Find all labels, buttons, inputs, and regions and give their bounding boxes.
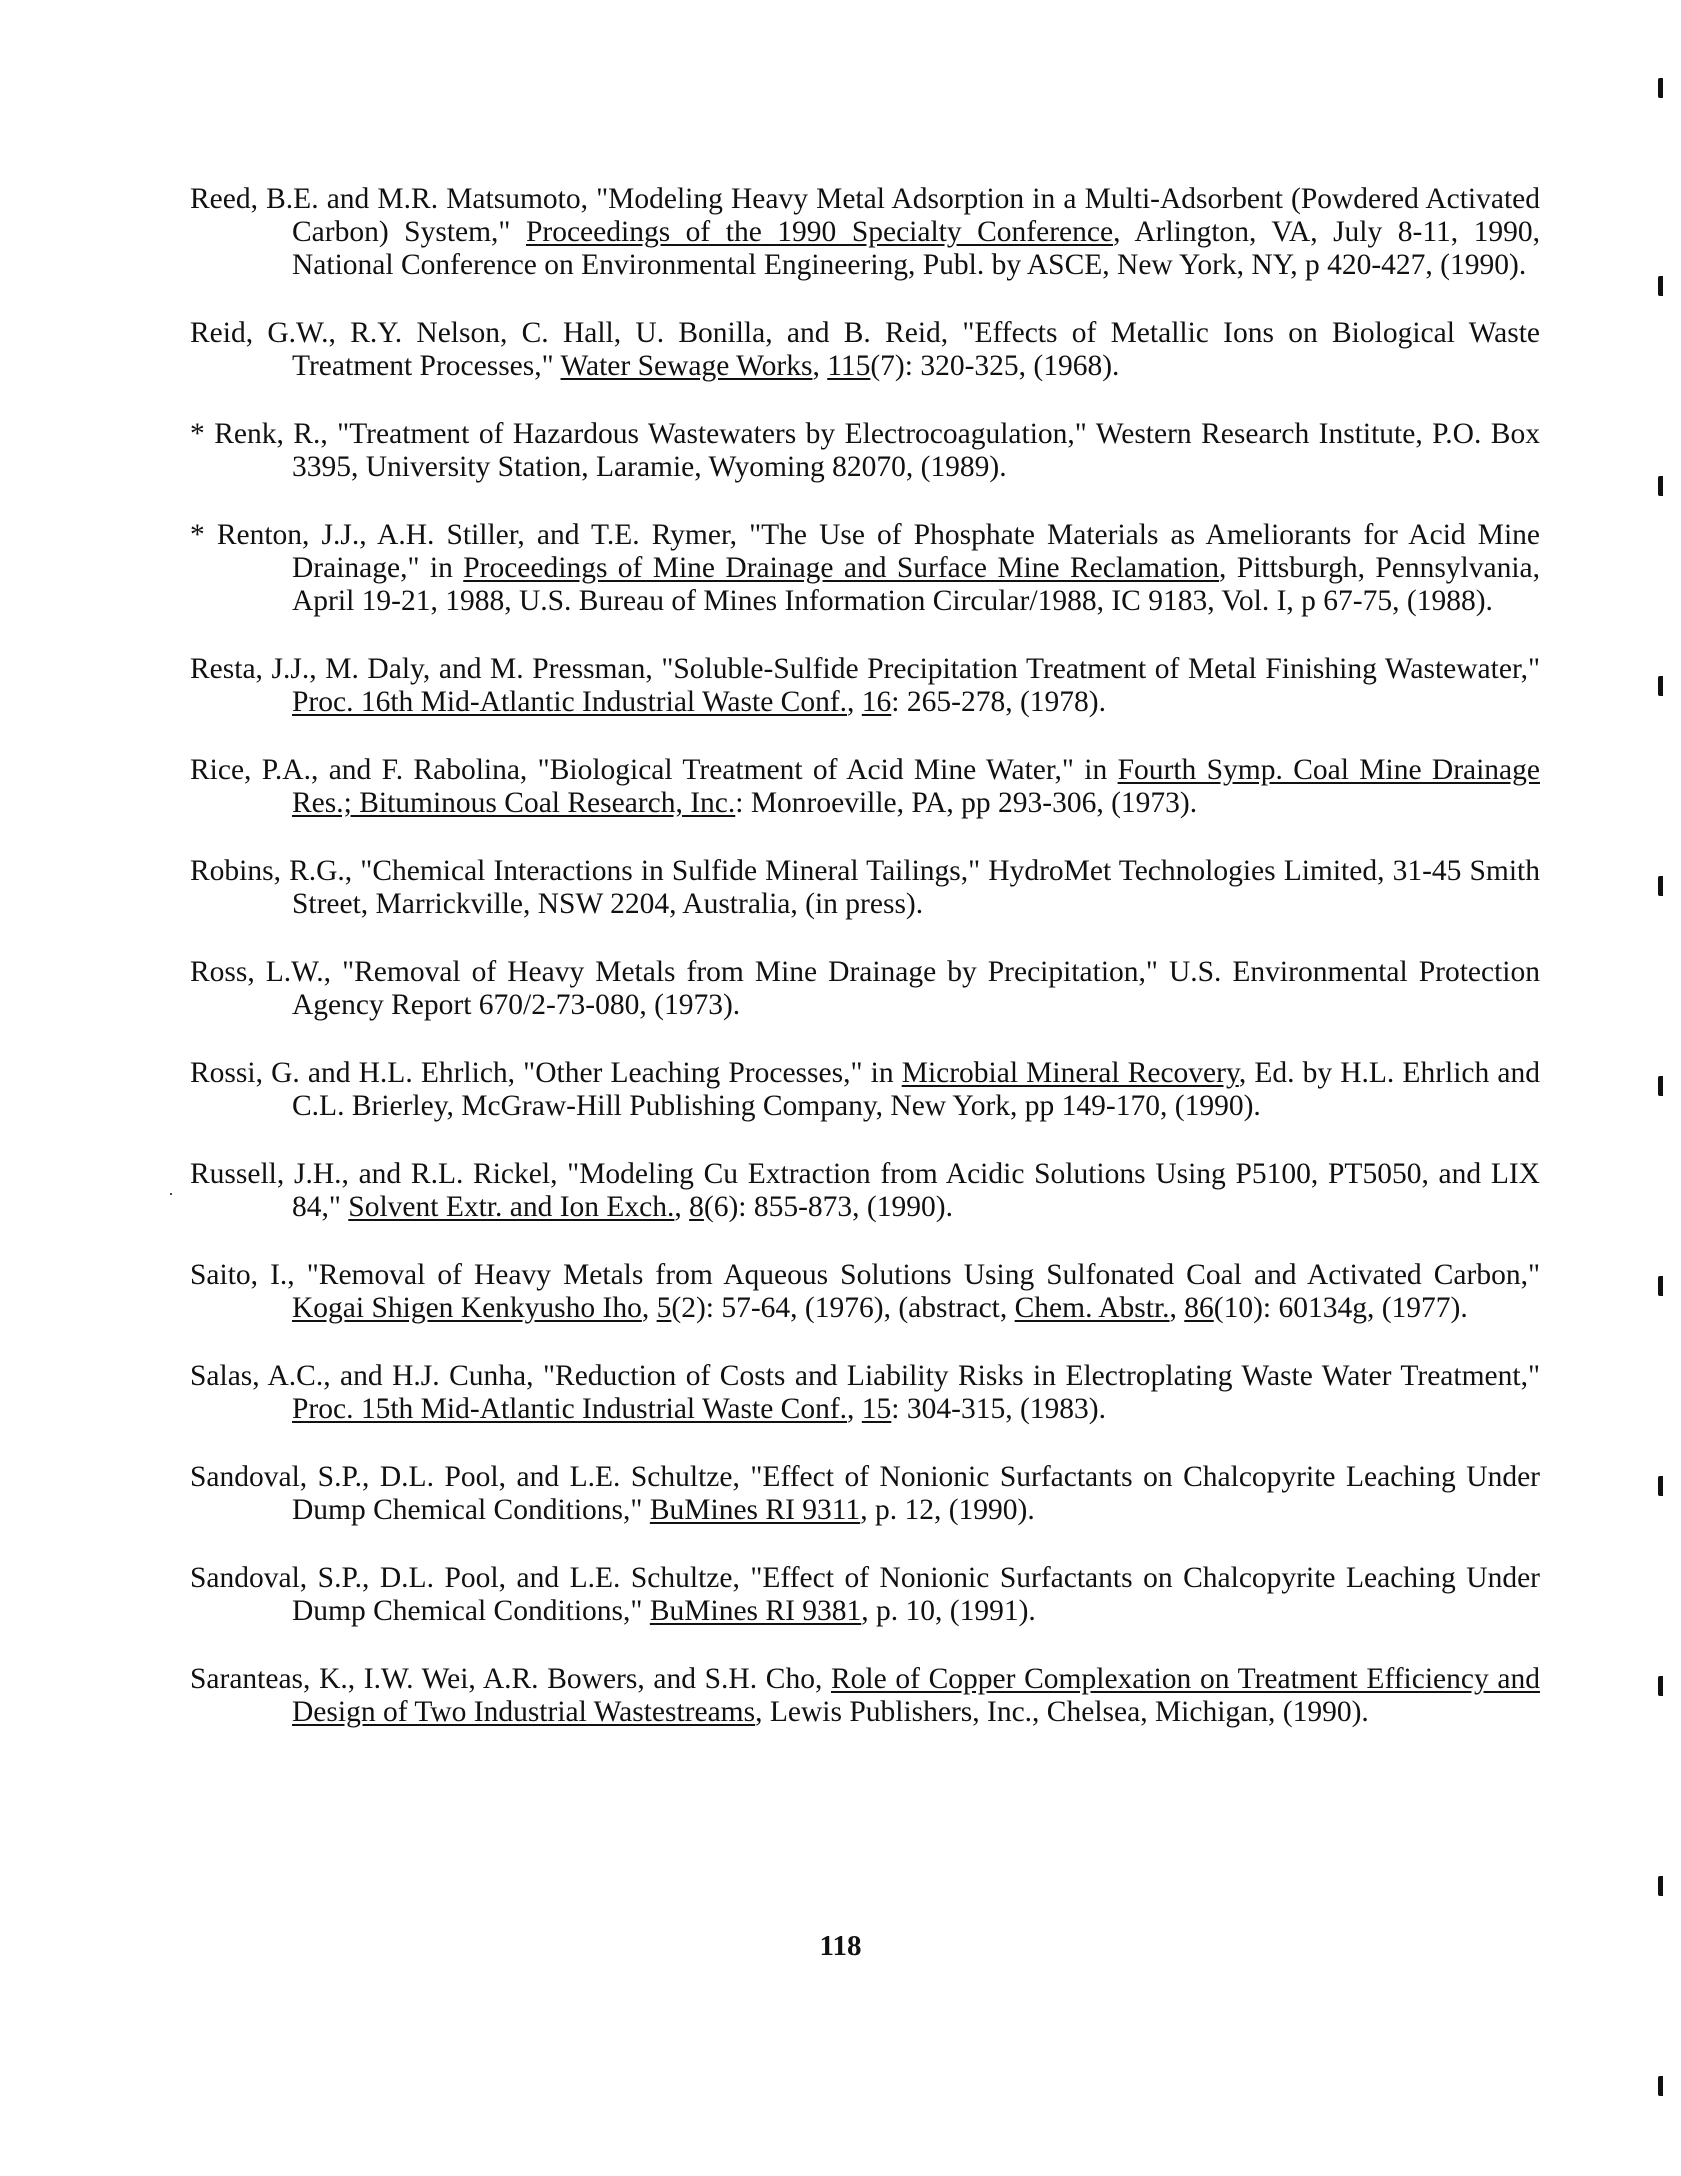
reference-title-underlined: BuMines RI 9311 — [649, 1494, 861, 1526]
scan-edge-mark — [1658, 476, 1663, 496]
reference-text: : 265-278, (1978). — [891, 686, 1106, 718]
scan-edge-mark — [1658, 276, 1663, 296]
reference-text: , — [812, 350, 828, 382]
reference-text: , — [641, 1292, 657, 1324]
reference-text: , p. 12, (1990). — [860, 1494, 1035, 1526]
reference-title-underlined: Proceedings of the 1990 Specialty Conference — [525, 216, 1114, 248]
reference-text: Russell, J.H., and R.L. Rickel, "Modeling Cu Extraction from Acidic Solutions Using P5100, PT5050, and LIX 84," — [190, 1158, 1540, 1223]
scan-edge-mark — [1658, 2076, 1663, 2096]
reference-entry — [190, 855, 1540, 921]
reference-entry — [190, 1562, 1540, 1628]
reference-title-underlined: Proc. 16th Mid-Atlantic Industrial Waste Conf. — [292, 686, 848, 718]
reference-text: Rossi, G. and H.L. Ehrlich, "Other Leaching Processes," in — [190, 1057, 902, 1089]
scan-edge-mark — [1658, 676, 1663, 696]
scan-edge-mark — [1658, 78, 1663, 98]
reference-text: , Pittsburgh, Pennsylvania, April 19-21, 1988, U.S. Bureau of Mines Information Circular/1988, IC 9183, Vol. I, p 67-75, (1988). — [292, 552, 1541, 617]
reference-entry — [190, 754, 1540, 820]
reference-title-underlined: 115 — [827, 350, 871, 382]
reference-text: (10): 60134g, (1977). — [1213, 1292, 1468, 1324]
reference-title-underlined: Proceedings of Mine Drainage and Surface Mine Reclamation — [463, 552, 1220, 584]
reference-text: : 304-315, (1983). — [891, 1393, 1106, 1425]
reference-entry — [190, 1461, 1540, 1527]
reference-entry — [190, 1057, 1540, 1123]
reference-entry — [190, 1360, 1540, 1426]
reference-title-underlined: Solvent Extr. and Ion Exch. — [348, 1191, 675, 1223]
reference-title-underlined: Role of Copper Complexation on Treatment Efficiency and Design of Two Industrial Wastestreams — [292, 1663, 1540, 1728]
reference-entry — [190, 1158, 1540, 1224]
reference-entry — [190, 183, 1540, 282]
reference-title-underlined: 16 — [861, 686, 892, 718]
reference-title-underlined: Fourth Symp. Coal Mine Drainage Res.; Bituminous Coal Research, Inc. — [292, 754, 1540, 819]
reference-title-underlined: Kogai Shigen Kenkyusho Iho — [292, 1292, 642, 1324]
reference-title-underlined: Water Sewage Works — [560, 350, 813, 382]
reference-list — [190, 183, 1540, 1764]
reference-text: (7): 320-325, (1968). — [870, 350, 1120, 382]
reference-entry — [190, 418, 1540, 484]
page-number: 118 — [819, 1930, 862, 1962]
reference-text: , Lewis Publishers, Inc., Chelsea, Michigan, (1990). — [755, 1696, 1369, 1728]
reference-text: : Monroeville, PA, pp 293-306, (1973). — [735, 787, 1198, 819]
reference-text: Resta, J.J., M. Daly, and M. Pressman, "Soluble-Sulfide Precipitation Treatment of Metal Finishing Wastewater," — [190, 653, 1540, 685]
reference-text: , — [674, 1191, 690, 1223]
reference-text: Sandoval, S.P., D.L. Pool, and L.E. Schultze, "Effect of Nonionic Surfactants on Chalcopyrite Leaching Under Dump Chemical Conditions," — [190, 1461, 1540, 1526]
reference-text: * Renk, R., "Treatment of Hazardous Wastewaters by Electrocoagulation," Western Research Institute, P.O. Box 3395, University Station, Laramie, Wyoming 82070, (1989). — [190, 418, 1540, 483]
scan-edge-mark — [1658, 876, 1663, 896]
reference-text: , — [847, 686, 862, 718]
scan-edge-mark — [1658, 1876, 1663, 1896]
reference-title-underlined: BuMines RI 9381 — [649, 1595, 862, 1627]
reference-entry — [190, 519, 1540, 618]
scan-edge-mark — [1658, 1476, 1663, 1496]
reference-text: , Ed. by H.L. Ehrlich and C.L. Brierley, McGraw-Hill Publishing Company, New York, pp 149-170, (1990). — [292, 1057, 1540, 1122]
scan-edge-mark — [1658, 1076, 1663, 1096]
reference-text: Salas, A.C., and H.J. Cunha, "Reduction of Costs and Liability Risks in Electroplating Waste Water Treatment," — [190, 1360, 1540, 1392]
reference-text: Ross, L.W., "Removal of Heavy Metals from Mine Drainage by Precipitation," U.S. Environmental Protection Agency Report 670/2-73-080, (1973). — [190, 956, 1540, 1021]
scan-speck — [170, 1193, 172, 1195]
reference-text: Reed, B.E. and M.R. Matsumoto, "Modeling Heavy Metal Adsorption in a Multi-Adsorbent (Powdered Activated Carbon) System," — [190, 183, 1540, 248]
reference-title-underlined: 15 — [861, 1393, 892, 1425]
reference-entry — [190, 317, 1540, 383]
reference-title-underlined: 8 — [689, 1191, 704, 1223]
reference-text: Reid, G.W., R.Y. Nelson, C. Hall, U. Bonilla, and B. Reid, "Effects of Metallic Ions on Biological Waste Treatment Processes," — [190, 317, 1540, 382]
reference-title-underlined: 5 — [656, 1292, 672, 1324]
reference-text: , — [1169, 1292, 1185, 1324]
reference-text: Sandoval, S.P., D.L. Pool, and L.E. Schultze, "Effect of Nonionic Surfactants on Chalcopyrite Leaching Under Dump Chemical Conditions," — [190, 1562, 1540, 1627]
reference-entry — [190, 653, 1540, 719]
reference-text: , p. 10, (1991). — [861, 1595, 1036, 1627]
reference-text: * Renton, J.J., A.H. Stiller, and T.E. Rymer, "The Use of Phosphate Materials as Ameliorants for Acid Mine Drainage," in — [190, 519, 1540, 584]
reference-text: Saranteas, K., I.W. Wei, A.R. Bowers, and S.H. Cho, — [190, 1663, 831, 1695]
reference-text: Rice, P.A., and F. Rabolina, "Biological Treatment of Acid Mine Water," in — [190, 754, 1118, 786]
reference-text: Saito, I., "Removal of Heavy Metals from Aqueous Solutions Using Sulfonated Coal and Activated Carbon," — [190, 1259, 1540, 1291]
reference-entry — [190, 956, 1540, 1022]
reference-text: , Arlington, VA, July 8-11, 1990, National Conference on Environmental Engineering, Publ. by ASCE, New York, NY, p 420-427, (1990). — [292, 216, 1540, 281]
reference-title-underlined: 86 — [1184, 1292, 1214, 1324]
reference-title-underlined: Chem. Abstr. — [1014, 1292, 1170, 1324]
reference-text: Robins, R.G., "Chemical Interactions in Sulfide Mineral Tailings," HydroMet Technologies Limited, 31-45 Smith Street, Marrickville, NSW 2204, Australia, (in press). — [190, 855, 1540, 920]
reference-title-underlined: Microbial Mineral Recovery — [901, 1057, 1239, 1089]
reference-entry — [190, 1663, 1540, 1729]
reference-title-underlined: Proc. 15th Mid-Atlantic Industrial Waste Conf. — [292, 1393, 848, 1425]
scan-edge-mark — [1658, 1276, 1663, 1296]
reference-text: (6): 855-873, (1990). — [703, 1191, 953, 1223]
reference-text: , — [847, 1393, 862, 1425]
reference-text: (2): 57-64, (1976), (abstract, — [671, 1292, 1015, 1324]
reference-entry — [190, 1259, 1540, 1325]
scan-edge-mark — [1658, 1676, 1663, 1696]
